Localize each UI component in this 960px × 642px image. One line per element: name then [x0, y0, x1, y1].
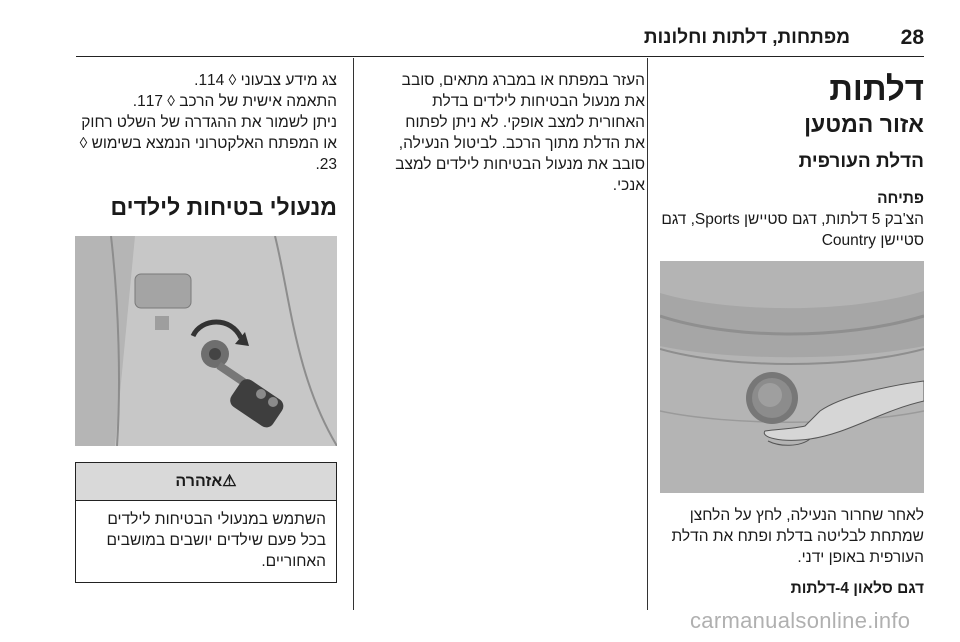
warning-header — [76, 463, 336, 501]
chapter-title: מפתחות, דלתות וחלונות — [643, 27, 850, 48]
subsection-heading: הדלת העורפית — [798, 151, 924, 172]
page-header — [0, 20, 960, 60]
watermark: carmanualsonline.info — [690, 608, 911, 633]
section-title: דלתות — [829, 70, 924, 107]
ref-line: צג מידע צבעוני ◊ 114. — [194, 72, 337, 89]
ref-line: ניתן לשמור את ההגדרה של השלט רחוק או המפתח האלקטרוני הנמצא בשימוש ◊ 23. — [79, 114, 337, 173]
column-divider — [647, 58, 648, 610]
header-rule — [76, 56, 924, 57]
warning-box — [75, 462, 337, 583]
model-line-sedan: דגם סלאון 4-דלתות — [790, 580, 924, 597]
ref-line: התאמה אישית של הרכב ◊ 117. — [132, 93, 337, 110]
model-line: הצ'בק 5 דלתות, דגם סטיישן Sports, דגם סטיישן Country — [661, 211, 924, 249]
column-child-lock-text — [381, 70, 645, 196]
door-key-figure — [75, 236, 337, 446]
child-locks-heading: מנעולי בטיחות לילדים — [110, 194, 337, 220]
column-child-locks — [75, 70, 337, 583]
child-lock-instructions: העזר במפתח או במברג מתאים, סובב את מנעול הבטיחות לילדים בדלת האחורית למצב אופקי. לא ניתן לפתוח את הדלת מתוך הרכב. לביטול הנעילה, סובב את מנעול הבטיחות לילדים למצב אנכי. — [395, 72, 645, 194]
warning-icon: ⚠ — [222, 473, 237, 490]
page-number: 28 — [900, 26, 924, 49]
warning-body — [76, 501, 336, 582]
caption-text: לאחר שחרור הנעילה, לחץ על הלחצן שמתחת לבליטה בדלת ופתח את הדלת העורפית באופן ידני. — [671, 507, 924, 566]
warning-title: אזהרה — [175, 473, 223, 490]
warning-text: השתמש במנעולי הבטיחות לילדים בכל פעם שילדים יושבים במושבים האחוריים. — [106, 511, 326, 570]
car-hand-figure — [660, 261, 924, 493]
subsection-title: אזור המטען — [804, 111, 924, 137]
minor-heading: פתיחה — [877, 190, 924, 207]
column-doors — [660, 70, 924, 599]
column-divider — [353, 58, 354, 610]
